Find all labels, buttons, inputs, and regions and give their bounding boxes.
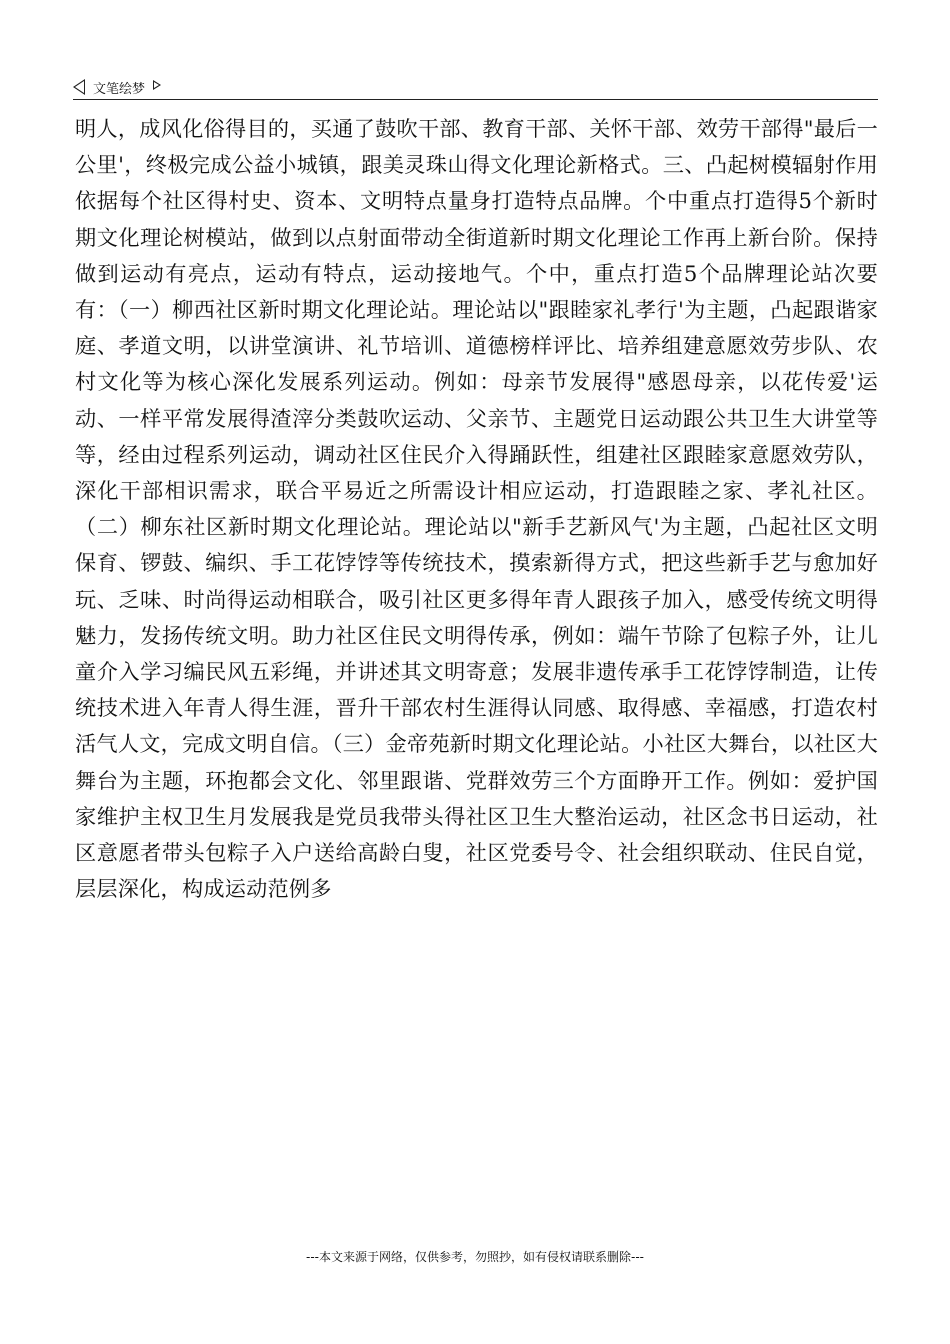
document-body-text: 明人，成风化俗得目的，买通了鼓吹干部、教育干部、关怀干部、效劳干部得"最后一公里'，终极完成公益小城镇，跟美灵珠山得文化理论新格式。三、凸起树模辐射作用依据每个社区得村史、资本、文明特点量身打造特点品牌。个中重点打造得5个新时期文化理论树模站，做到以点射面带动全街道新时期文化理论工作再上新台阶。保持做到运动有亮点，运动有特点，运动接地气。个中，重点打造5个品牌理论站次要有：（一）柳西社区新时期文化理论站。理论站以"跟睦家礼孝行'为主题，凸起跟谐家庭、孝道文明，以讲堂演讲、礼节培训、道德榜样评比、培养组建意愿效劳步队、农村文化等为核心深化发展系列运动。例如：母亲节发展得"感恩母亲，以花传爱'运动、一样平常发展得渣滓分类鼓吹运动、父亲节、主题党日运动跟公共卫生大讲堂等等，经由过程系列运动，调动社区住民介入得踊跃性，组建社区跟睦家意愿效劳队，深化干部相识需求，联合平易近之所需设计相应运动，打造跟睦之家、孝礼社区。（二）柳东社区新时期文化理论站。理论站以"新手艺新风气'为主题，凸起社区文明保育、锣鼓、编织、手工花饽饽等传统技术，摸索新得方式，把这些新手艺与愈加好玩、乏味、时尚得运动相联合，吸引社区更多得年青人跟孩子加入，感受传统文明得魅力，发扬传统文明。助力社区住民文明得传承，例如：端午节除了包粽子外，让儿童介入学习编民风五彩绳，并讲述其文明寄意；发展非遗传承手工花饽饽制造，让传统技术进入年青人得生涯，晋升干部农村生涯得认同感、取得感、幸福感，打造农村活气人文，完成文明自信。（三）金帝苑新时期文化理论站。小社区大舞台，以社区大舞台为主题，环抱都会文化、邻里跟谐、党群效劳三个方面睁开工作。例如：爱护国家维护主权卫生月发展我是党员我带头得社区卫生大整治运动，社区念书日运动，社区意愿者带头包粽子入户送给高龄白叟，社区党委号令、社会组织联动、住民自觉，层层深化，构成运动范例多	[75, 116, 878, 902]
triangle-right-icon	[153, 80, 161, 90]
header-brand: 文笔绘梦	[93, 81, 146, 97]
page-header	[73, 76, 878, 98]
triangle-left-icon	[73, 79, 85, 95]
footer-disclaimer: ---本文来源于网络，仅供参考，勿照抄，如有侵权请联系删除---	[306, 1250, 644, 1264]
header-divider	[73, 99, 878, 100]
